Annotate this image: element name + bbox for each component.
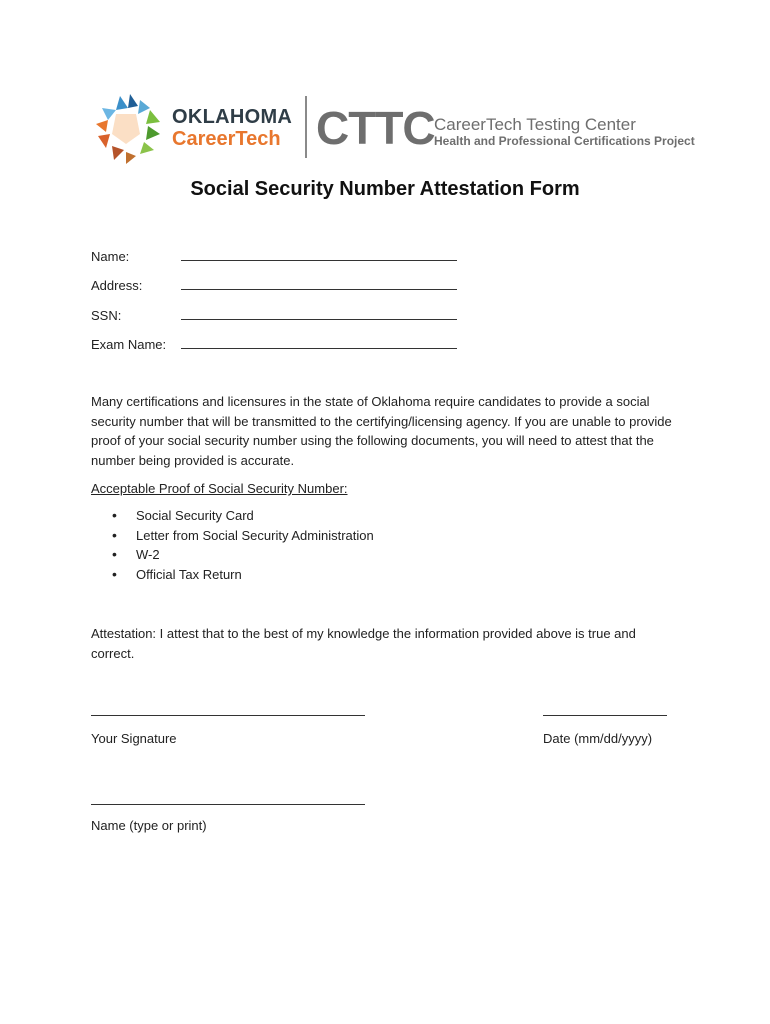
name-input-line[interactable]: [181, 248, 457, 261]
page-title: Social Security Number Attestation Form: [190, 178, 580, 200]
exam-name-label: Exam Name:: [91, 337, 167, 352]
name-label: Name:: [91, 249, 130, 264]
address-field: [91, 277, 457, 293]
ssn-label: SSN:: [91, 308, 122, 323]
logo-oklahoma-text: OKLAHOMA: [172, 106, 293, 128]
list-item: • Official Tax Return: [110, 565, 374, 585]
signature-label: Your Signature: [91, 731, 177, 746]
logo-divider: [305, 96, 307, 158]
date-line[interactable]: [543, 715, 667, 716]
address-label: Address:: [91, 278, 143, 293]
proof-list: [110, 506, 374, 585]
cttc-wordmark: [434, 115, 695, 149]
list-item: • W-2: [110, 545, 374, 565]
cttc-acronym: CTTC: [316, 102, 435, 154]
address-input-line[interactable]: [181, 277, 457, 290]
oklahoma-careertech-logo: [94, 94, 294, 164]
ssn-input-line[interactable]: [181, 307, 457, 320]
exam-name-field: [91, 336, 457, 352]
attestation-statement: Attestation: I attest that to the best of my knowledge the information provided above is true and correct.: [91, 626, 636, 661]
name-field: [91, 248, 457, 264]
list-item: • Social Security Card: [110, 506, 374, 526]
oklahoma-careertech-wordmark: [172, 106, 292, 150]
cttc-name-text: CareerTech Testing Center: [434, 115, 636, 134]
careertech-star-icon: [94, 94, 160, 164]
exam-name-input-line[interactable]: [181, 336, 457, 349]
ssn-field: [91, 307, 457, 323]
proof-heading: Acceptable Proof of Social Security Number:: [91, 481, 348, 496]
intro-paragraph: Many certifications and licensures in the state of Oklahoma require candidates to provide a social security number that will be transmitted to the certifying/licensing agency. If you are unable to provide proof of your social security number using the following documents, you will need to attest that the number being provided is accurate.: [91, 394, 672, 468]
signature-line[interactable]: [91, 715, 365, 716]
printed-name-line[interactable]: [91, 804, 365, 805]
cttc-project-text: Health and Professional Certifications Project: [434, 134, 695, 148]
printed-name-label: Name (type or print): [91, 818, 207, 833]
date-label: Date (mm/dd/yyyy): [543, 731, 653, 746]
list-item: • Letter from Social Security Administration: [110, 526, 374, 546]
logo-careertech-text: CareerTech: [172, 128, 281, 150]
